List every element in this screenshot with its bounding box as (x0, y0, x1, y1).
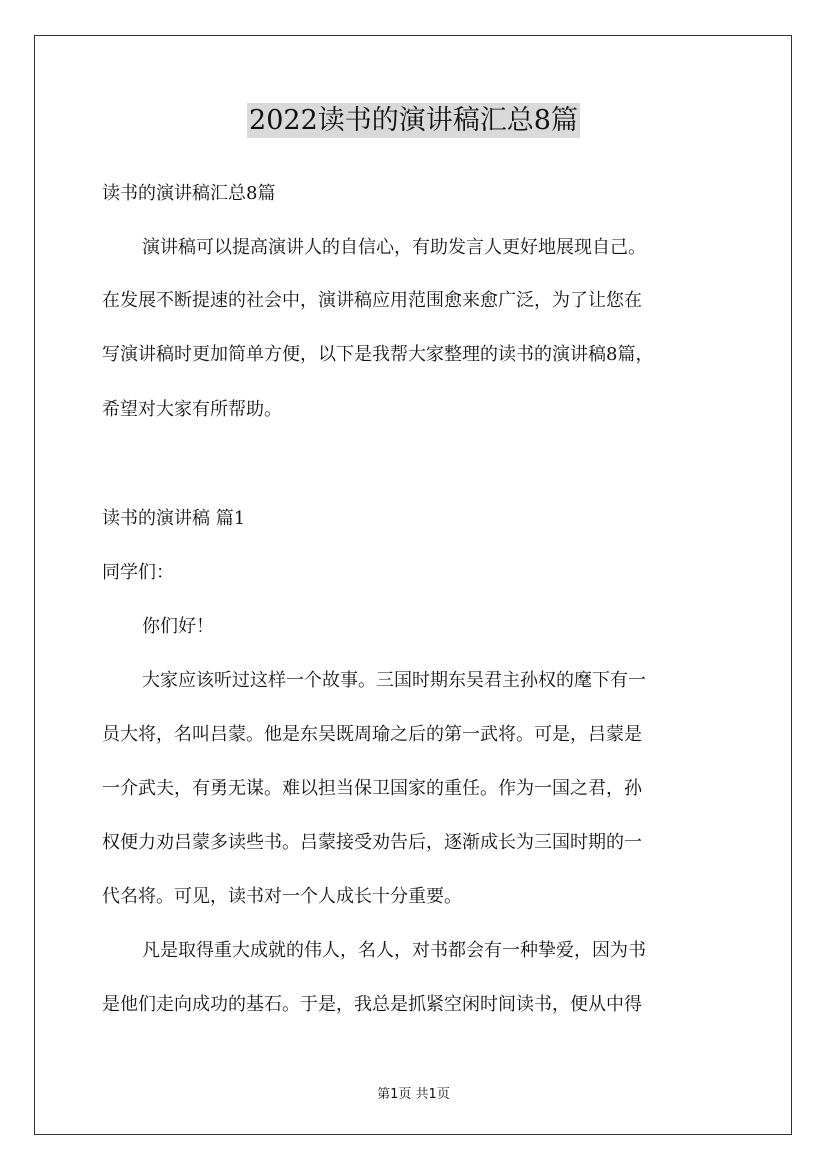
page-footer: 第1页 共1页 (377, 1087, 450, 1102)
document-subtitle: 读书的演讲稿汇总8篇 (102, 183, 276, 204)
para1-line-1: 大家应该听过这样一个故事。三国时期东吴君主孙权的麾下有一 (142, 670, 646, 691)
document-title: 2022读书的演讲稿汇总8篇 (249, 105, 578, 136)
intro-line-4: 希望对大家有所帮助。 (102, 399, 282, 420)
intro-line-3: 写演讲稿时更加简单方便，以下是我帮大家整理的读书的演讲稿8篇， (102, 344, 654, 365)
intro-line-2: 在发展不断提速的社会中，演讲稿应用范围愈来愈广泛，为了让您在 (102, 290, 642, 311)
section-heading: 读书的演讲稿 篇1 (102, 508, 246, 529)
para2-line-1: 凡是取得重大成就的伟人，名人，对书都会有一种挚爱，因为书 (142, 940, 646, 961)
greeting: 你们好！ (142, 616, 214, 637)
para1-line-3: 一介武夫，有勇无谋。难以担当保卫国家的重任。作为一国之君，孙 (102, 778, 642, 799)
intro-line-1: 演讲稿可以提高演讲人的自信心，有助发言人更好地展现自己。 (142, 237, 646, 258)
para1-line-2: 员大将，名叫吕蒙。他是东吴既周瑜之后的第一武将。可是，吕蒙是 (102, 724, 642, 745)
salutation: 同学们： (102, 562, 174, 583)
para1-line-5: 代名将。可见，读书对一个人成长十分重要。 (102, 886, 462, 907)
para1-line-4: 权便力劝吕蒙多读些书。吕蒙接受劝告后，逐渐成长为三国时期的一 (102, 832, 642, 853)
para2-line-2: 是他们走向成功的基石。于是，我总是抓紧空闲时间读书，便从中得 (102, 994, 642, 1015)
